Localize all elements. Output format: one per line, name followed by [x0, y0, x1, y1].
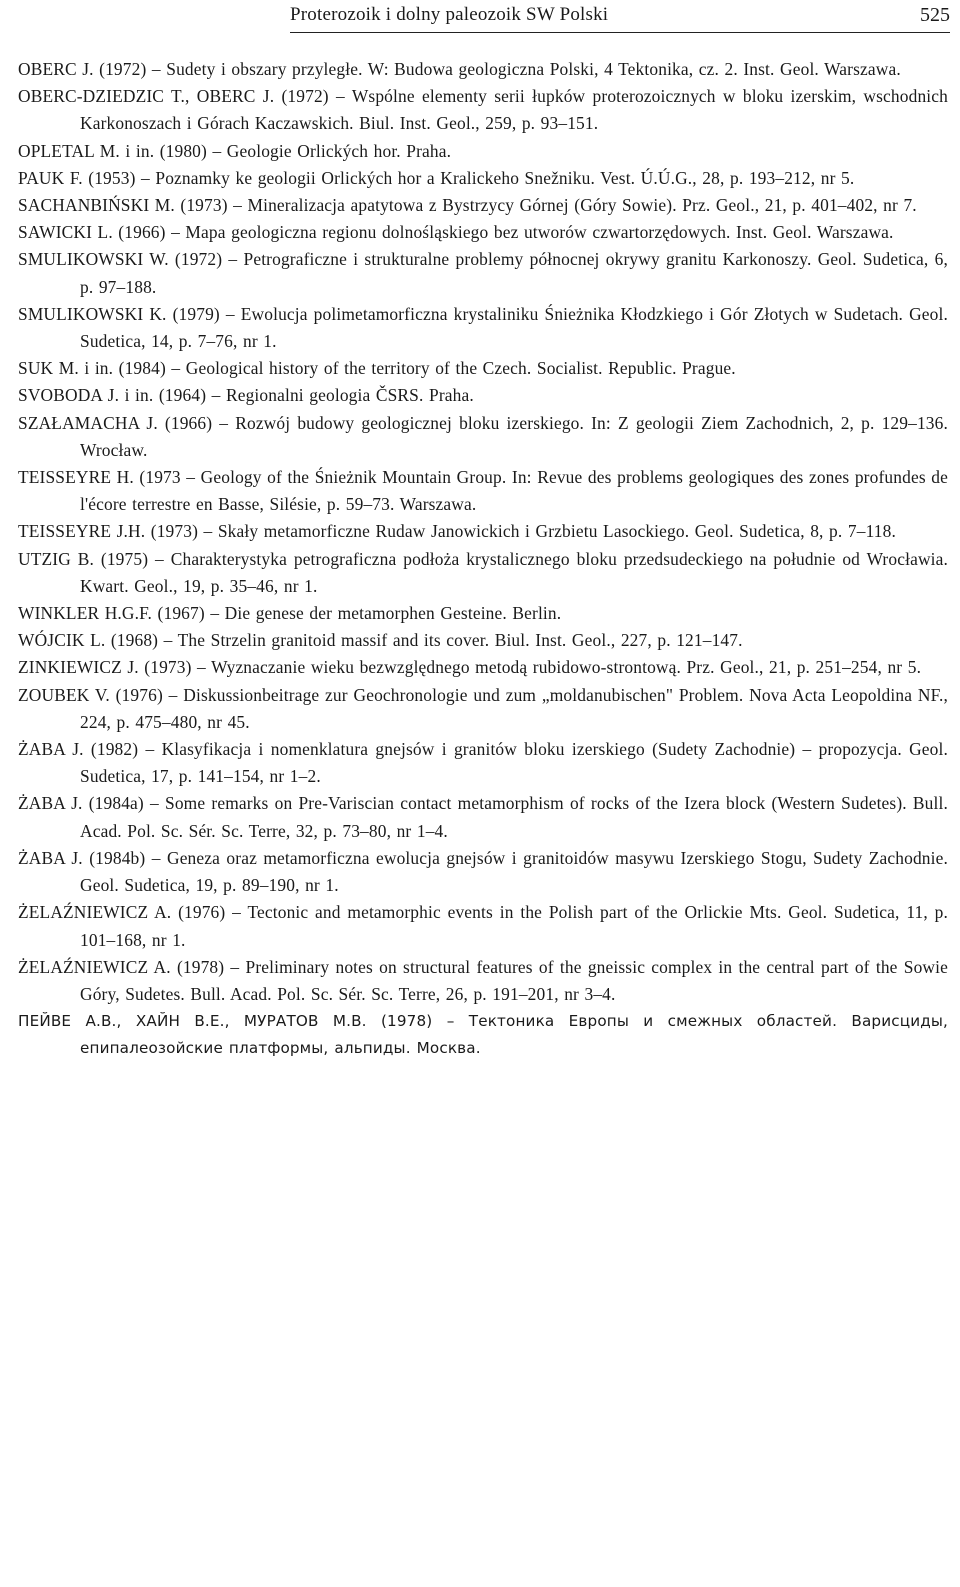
- page-number: 525: [920, 4, 950, 26]
- reference-entry: SVOBODA J. i in. (1964) – Regionalni geologia ČSRS. Praha.: [18, 385, 474, 406]
- reference-entry: OPLETAL M. i in. (1980) – Geologie Orlických hor. Praha.: [18, 140, 452, 161]
- reference-entry: SMULIKOWSKI K. (1979) – Ewolucja polimetamorficzna krystaliniku Śnieżnika Kłodzkiego i Gór Złotych w Sudetach. Geol. Sudetica, 14, p. 7–76, nr 1.: [18, 303, 948, 352]
- reference-entry: UTZIG B. (1975) – Charakterystyka petrograficzna podłoża krystalicznego bloku przedsudeckiego na południe od Wrocławia. Kwart. Geol., 19, p. 35–46, nr 1.: [18, 548, 948, 596]
- reference-entry: ŻABA J. (1982) – Klasyfikacja i nomenklatura gnejsów i granitów bloku izerskiego (Sudety Zachodnie) – propozycja. Geol. Sudetica, 17, p. 141–154, nr 1–2.: [18, 739, 948, 787]
- reference-entry: OBERC-DZIEDZIC T., OBERC J. (1972) – Wspólne elementy serii łupków proterozoicznych w bloku izerskim, wschodnich Karkonoszach i Górach Kaczawskich. Biul. Inst. Geol., 259, p. 93–151.: [18, 86, 948, 134]
- reference-entry: WINKLER H.G.F. (1967) – Die genese der metamorphen Gesteine. Berlin.: [18, 603, 562, 624]
- reference-entry: TEISSEYRE J.H. (1973) – Skały metamorficzne Rudaw Janowickich i Grzbietu Lasockiego. Geol. Sudetica, 8, p. 7–118.: [18, 521, 896, 542]
- reference-entry: SMULIKOWSKI W. (1972) – Petrograficzne i strukturalne problemy północnej okrywy granitu Karkonoszy. Geol. Sudetica, 6, p. 97–188.: [18, 249, 948, 297]
- reference-entry: OBERC J. (1972) – Sudety i obszary przyległe. W: Budowa geologiczna Polski, 4 Tektonika, cz. 2. Inst. Geol. Warszawa.: [18, 59, 901, 79]
- reference-list: [18, 56, 948, 1063]
- reference-entry: ZOUBEK V. (1976) – Diskussionbeitrage zur Geochronologie und zum „moldanubischen" Problem. Nova Acta Leopoldina NF., 224, p. 475–480, nr 45.: [18, 684, 948, 732]
- reference-entry: SAWICKI L. (1966) – Mapa geologiczna regionu dolnośląskiego bez utworów czwartorzędowych. Inst. Geol. Warszawa.: [18, 222, 894, 243]
- reference-entry: ŻABA J. (1984b) – Geneza oraz metamorficzna ewolucja gnejsów i granitoidów masywu Izerskiego Stogu, Sudety Zachodnie. Geol. Sudetica, 19, p. 89–190, nr 1.: [18, 847, 948, 896]
- running-head: [290, 4, 950, 33]
- reference-entry: ŻABA J. (1984a) – Some remarks on Pre-Variscian contact metamorphism of rocks of the Izera block (Western Sudetes). Bull. Acad. Pol. Sc. Sér. Sc. Terre, 32, p. 73–80, nr 1–4.: [18, 793, 948, 841]
- reference-entry: WÓJCIK L. (1968) – The Strzelin granitoid massif and its cover. Biul. Inst. Geol., 227, p. 121–147.: [18, 630, 743, 651]
- reference-entry: TEISSEYRE H. (1973 – Geology of the Śnieżnik Mountain Group. In: Revue des problems geologiques des zones profundes de l'écore terrestre en Basse, Silésie, p. 59–73. Warszawa.: [18, 467, 948, 515]
- reference-entry: ŻELAŹNIEWICZ A. (1976) – Tectonic and metamorphic events in the Polish part of the Orlickie Mts. Geol. Sudetica, 11, p. 101–168, nr 1.: [18, 902, 948, 950]
- reference-entry-cyrillic: ПЕЙВЕ А.В., ХАЙН В.Е., МУРАТОВ М.В. (1978) – Тектоника Европы и смежных областей. Варисциды, епипалеозойские платформы, альпиды. Москва.: [18, 1012, 948, 1058]
- reference-entry: SZAŁAMACHA J. (1966) – Rozwój budowy geologicznej bloku izerskiego. In: Z geologii Ziem Zachodnich, 2, p. 129–136. Wrocław.: [18, 412, 948, 460]
- reference-entry: ŻELAŹNIEWICZ A. (1978) – Preliminary notes on structural features of the gneissic complex in the central part of the Sowie Góry, Sudetes. Bull. Acad. Pol. Sc. Sér. Sc. Terre, 26, p. 191–201, nr 3–4.: [18, 956, 948, 1004]
- running-head-title: Proterozoik i dolny paleozoik SW Polski: [290, 4, 609, 25]
- reference-entry: ZINKIEWICZ J. (1973) – Wyznaczanie wieku bezwzględnego metodą rubidowo-strontową. Prz. Geol., 21, p. 251–254, nr 5.: [18, 657, 922, 678]
- reference-entry: SACHANBIŃSKI M. (1973) – Mineralizacja apatytowa z Bystrzycy Górnej (Góry Sowie). Prz. Geol., 21, p. 401–402, nr 7.: [18, 195, 917, 216]
- reference-entry: PAUK F. (1953) – Poznamky ke geologii Orlických hor a Kralickeho Snežniku. Vest. Ú.Ú.G., 28, p. 193–212, nr 5.: [18, 167, 855, 188]
- reference-entry: SUK M. i in. (1984) – Geological history of the territory of the Czech. Socialist. Republic. Prague.: [18, 358, 736, 379]
